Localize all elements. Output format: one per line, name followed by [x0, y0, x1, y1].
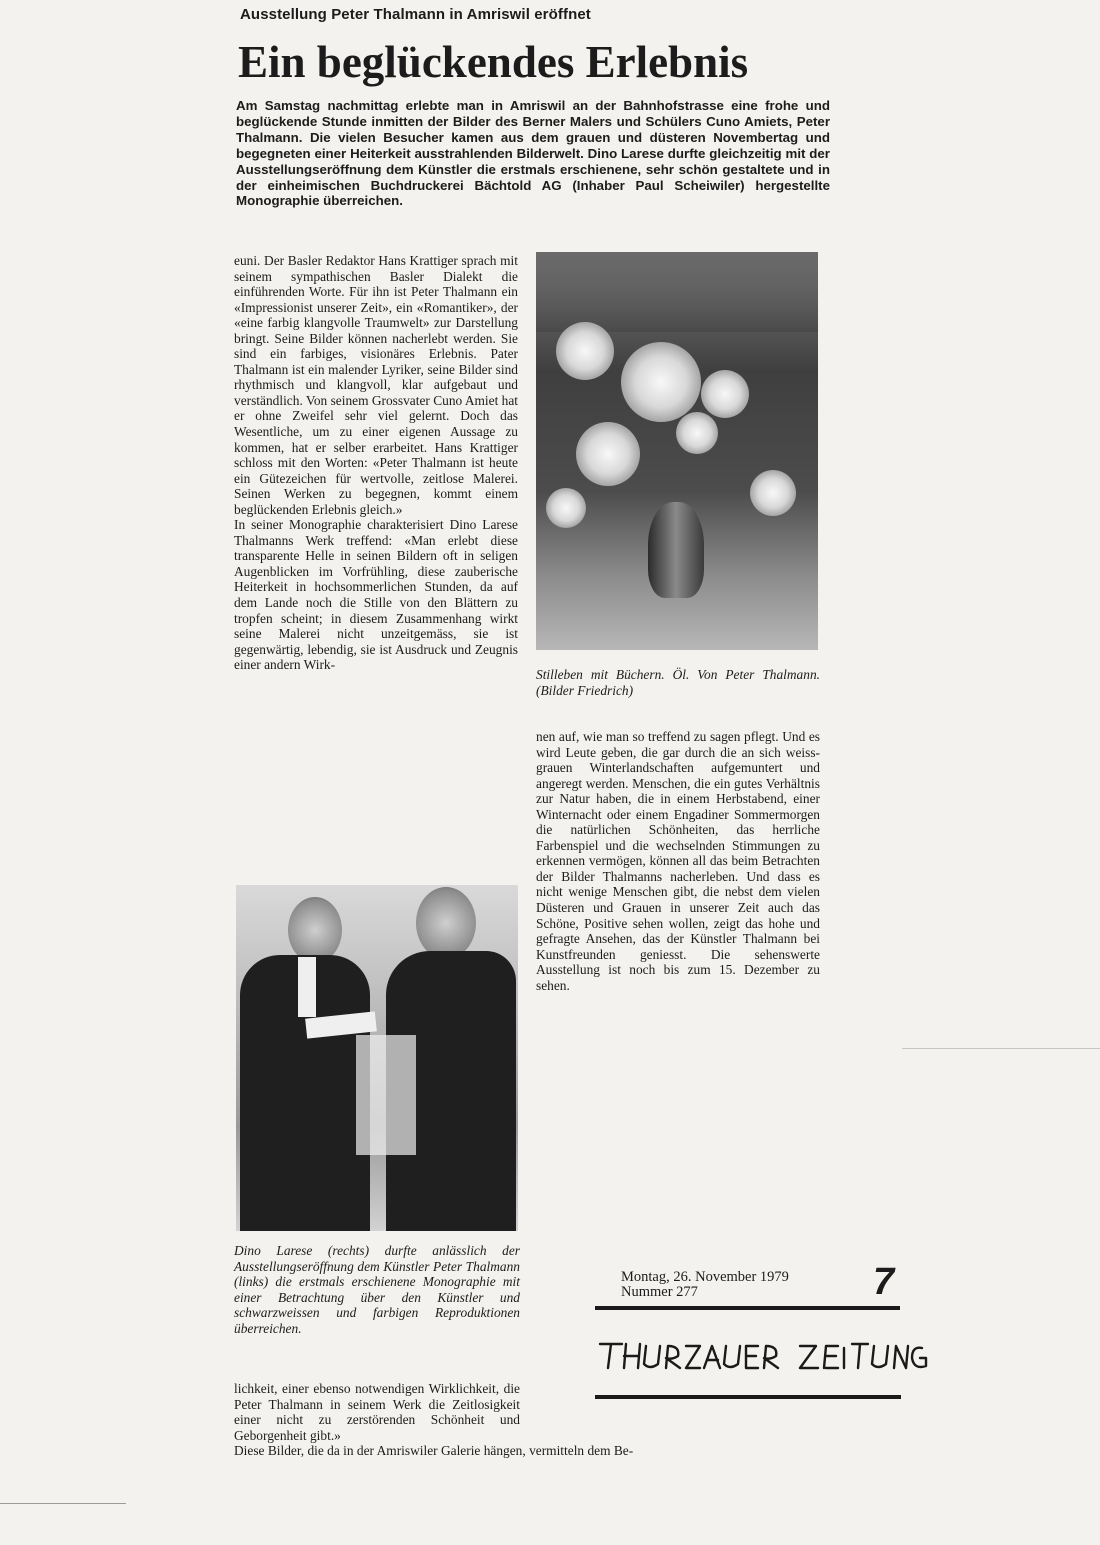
article-lead: Am Samstag nachmittag erlebte man in Amriswil an der Bahnhofstrasse eine frohe und beglückende Stunde inmitten der Bilder des Berner Malers und Schülers Cuno Amiets, Peter Thalmann. Die vielen Besucher kamen aus dem grauen und düsteren Novembertag und begegneten einer Heiterkeit ausstrahlenden Bilderwelt. Dino Larese durfte gleichzeitig mit der Ausstellungseröffnung dem Künstler die erstmals erschienene, sehr schön gestaltete und in der einheimischen Buchdruckerei Bächtold AG (Inhaber Paul Scheiwiler) hergestellte Monographie überreichen. [236, 98, 830, 209]
photo-caption-ceremony: Dino Larese (rechts) durfte anlässlich der Ausstellungseröffnung dem Künstler Peter Thalmann (links) die erstmals erschienene Monographie mit einer Betrachtung über den Künstler und schwarzweissen und farbigen Reproduktionen überreichen. [234, 1243, 520, 1336]
body-column-left-continued [234, 1381, 634, 1465]
flower [701, 370, 749, 418]
flower [750, 470, 796, 516]
flower [576, 422, 640, 486]
background-paper [356, 1035, 416, 1155]
article-kicker: Ausstellung Peter Thalmann in Amriswil eröffnet [240, 6, 591, 23]
still-life-painting-photo [536, 252, 818, 650]
scan-margin-mark [0, 1503, 126, 1504]
dateline [621, 1270, 789, 1300]
footer-rule [595, 1306, 900, 1310]
person-head-right [416, 887, 476, 959]
masthead-rule [595, 1395, 901, 1399]
flower [546, 488, 586, 528]
body-paragraph: nen auf, wie man so treffend zu sagen pflegt. Und es wird Leute geben, die gar durch die an sich weiss-grauen Winterlandschaften aufgemuntert und angeregt werden. Menschen, die ein gutes Verhältnis zur Natur haben, die in einem Herbstabend, einer Winternacht oder einem Engadiner Sommermorgen die natürlichen Schönheiten, das herrliche Farbenspiel und die wechselnden Stimmungen zu erkennen vermögen, können all das beim Betrachten der Bilder Thalmanns nacherleben. Und dass es nicht wenige Menschen gibt, die nebst dem vielen Düsteren und Grauen in unserer Zeit auch das Schöne, Positive sehen wollen, zeigt das hohe und gefragte Ansehen, das der Künstler Thalmann bei Kunstfreunden geniesst. Die sehenswerte Ausstellung ist noch bis zum 15. Dezember zu sehen. [536, 729, 820, 993]
page-number: 7 [873, 1261, 895, 1303]
handwritten-masthead [600, 1336, 1000, 1376]
body-paragraph: euni. Der Basler Redaktor Hans Krattiger sprach mit seinem sympathischen Basler Dialekt die einführenden Worte. Für ihn ist Peter Thalmann ein «Impressionist unserer Zeit», ein «Romantiker», der «eine farbig klangvolle Traumwelt» zur Darstellung bringt. Seine Bilder können nacherlebt werden. Sie sind ein farbiges, visionäres Erlebnis. Pater Thalmann ist ein malender Lyriker, seine Bilder sind rhythmisch und klangvoll, klar aufgebaut und verständlich. Von seinem Grossvater Cuno Amiet hat er ohne Zweifel sehr viel gelernt. Doch das Wesentliche, um zu einer eigenen Aussage zu kommen, hat er selber erarbeitet. Hans Krattiger schloss mit den Worten: «Peter Thalmann ist heute ein Gütezeichen für wertvolle, zeitlose Malerei. Seinen Werken zu begegnen, kommt einem beglückenden Erlebnis gleich.» [234, 253, 519, 517]
body-paragraph: lichkeit, einer ebenso notwendigen Wirklichkeit, die Peter Thalmann in seinem Werk die Zeitlosigkeit einer nicht zu zerstörenden Schönheit und Geborgenheit gibt.» [234, 1381, 520, 1443]
issue-date: Montag, 26. November 1979 [621, 1269, 789, 1285]
white-shirt [298, 957, 316, 1017]
flower [621, 342, 701, 422]
body-paragraph: In seiner Monographie charakterisiert Dino Larese Thalmanns Werk treffend: «Man erlebt diese transparente Helle in seinen Bildern oft in seligen Augenblicken im Vorfrühling, diese zauberische Heiterkeit in hochsommerlichen Stunden, da auf dem Lande noch die Stille von den Blättern zu tropfen scheint; in diesem Zusammenhang wirkt seine Malerei nicht unzeitgemäss, sie ist gegenwärtig, lebendig, sie ist Ausdruck und Zeugnis einer andern Wirk- [234, 517, 518, 673]
photo-caption-still-life: Stilleben mit Büchern. Öl. Von Peter Thalmann. (Bilder Friedrich) [536, 667, 820, 698]
flower [556, 322, 614, 380]
flower [676, 412, 718, 454]
body-paragraph: Diese Bilder, die da in der Amriswiler Galerie hängen, vermitteln dem Be- [234, 1443, 634, 1459]
scan-margin-mark [902, 1048, 1100, 1049]
person-head-left [288, 897, 342, 963]
vase [648, 502, 704, 598]
body-column-right [536, 729, 820, 993]
issue-number: Nummer 277 [621, 1284, 698, 1300]
body-column-left [234, 253, 518, 673]
ceremony-photo [236, 885, 518, 1231]
painting-background [536, 252, 818, 332]
article-headline: Ein beglückendes Erlebnis [238, 37, 749, 87]
